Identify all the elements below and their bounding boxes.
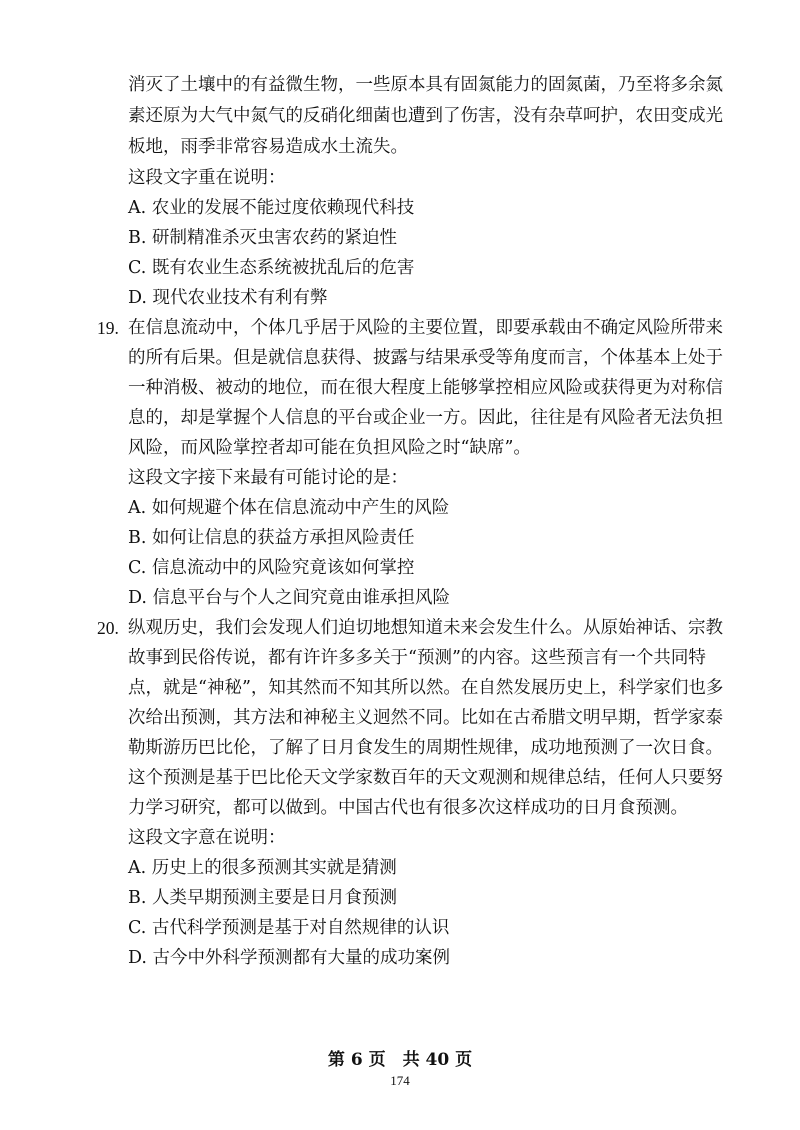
passage-line: 息的，却是掌握个人信息的平台或企业一方。因此，往往是有风险者无法负担 xyxy=(128,408,723,428)
passage-line: 次给出预测，其方法和神秘主义迥然不同。比如在古希腊文明早期，哲学家泰 xyxy=(128,708,723,728)
passage-line: 素还原为大气中氮气的反硝化细菌也遭到了伤害，没有杂草呵护，农田变成光 xyxy=(128,106,723,126)
passage-line: 点，就是“神秘”，知其然而不知其所以然。在自然发展历史上，科学家们也多 xyxy=(128,678,724,698)
option-b: B. 研制精准杀灭虫害农药的紧迫性 xyxy=(128,228,397,248)
page-number: 174 xyxy=(390,1073,410,1088)
q18-prompt: 这段文字重在说明： xyxy=(128,168,286,188)
q20-prompt: 这段文字意在说明： xyxy=(128,828,286,848)
passage-line: 勒斯游历巴比伦，了解了日月食发生的周期性规律，成功地预测了一次日食。 xyxy=(128,738,723,758)
passage-line: 板地，雨季非常容易造成水土流失。 xyxy=(128,137,408,157)
option-c: C. 古代科学预测是基于对自然规律的认识 xyxy=(128,918,450,938)
option-b: B. 人类早期预测主要是日月食预测 xyxy=(128,888,397,908)
q19-prompt: 这段文字接下来最有可能讨论的是： xyxy=(128,468,408,488)
option-c: C. 信息流动中的风险究竟该如何掌控 xyxy=(128,558,415,578)
q20-number: 20. xyxy=(97,618,119,638)
option-d: D. 信息平台与个人之间究竟由谁承担风险 xyxy=(128,588,451,608)
passage-line: 的所有后果。但是就信息获得、披露与结果承受等角度而言，个体基本上处于 xyxy=(128,348,723,368)
option-a: A. 历史上的很多预测其实就是猜测 xyxy=(128,858,397,878)
q19-number: 19. xyxy=(97,318,119,338)
passage-line: 一种消极、被动的地位，而在很大程度上能够掌控相应风险或获得更为对称信 xyxy=(128,378,723,398)
passage-line: 风险，而风险掌控者却可能在负担风险之时“缺席”。 xyxy=(128,438,531,458)
passage-line: 故事到民俗传说，都有许许多多关于“预测”的内容。这些预言有一个共同特 xyxy=(128,648,706,668)
option-c: C. 既有农业生态系统被扰乱后的危害 xyxy=(128,258,415,278)
page-indicator: 第 6 页 共 40 页 xyxy=(327,1050,473,1070)
option-a: A. 农业的发展不能过度依赖现代科技 xyxy=(128,198,415,218)
passage-line: 消灭了土壤中的有益微生物，一些原本具有固氮能力的固氮菌，乃至将多余氮 xyxy=(128,75,723,95)
option-a: A. 如何规避个体在信息流动中产生的风险 xyxy=(128,498,450,518)
option-d: D. 古今中外科学预测都有大量的成功案例 xyxy=(128,948,451,968)
passage-line: 这个预测是基于巴比伦天文学家数百年的天文观测和规律总结，任何人只要努 xyxy=(128,768,723,788)
option-b: B. 如何让信息的获益方承担风险责任 xyxy=(128,528,415,548)
option-d: D. 现代农业技术有利有弊 xyxy=(128,288,328,308)
passage-line: 在信息流动中，个体几乎居于风险的主要位置，即要承载由不确定风险所带来 xyxy=(128,318,723,338)
passage-line: 纵观历史，我们会发现人们迫切地想知道未来会发生什么。从原始神话、宗教 xyxy=(128,618,723,638)
passage-line: 力学习研究，都可以做到。中国古代也有很多次这样成功的日月食预测。 xyxy=(128,798,688,818)
